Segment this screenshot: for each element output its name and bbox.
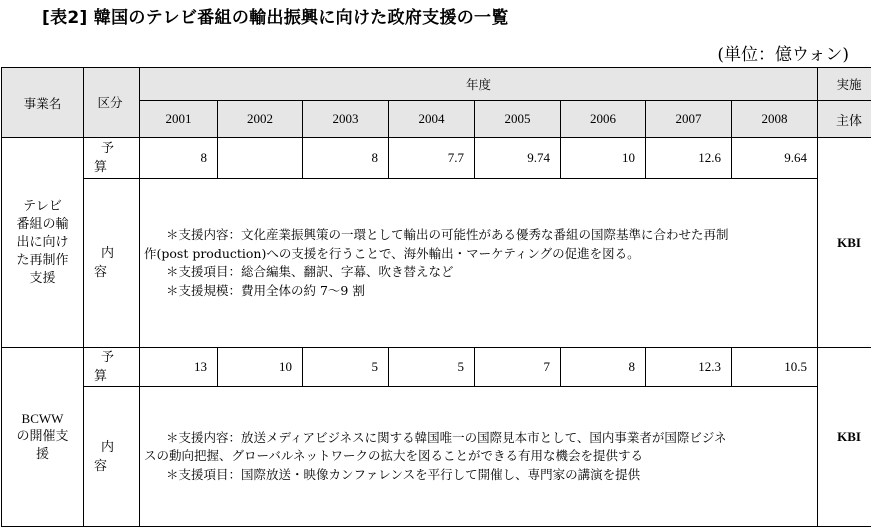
budget-label [84, 348, 140, 387]
detail-line: ＊支援内容：放送メディアビジネスに関する韓国唯一の国際見本市として、国内事業者が国際ビジネ [166, 429, 727, 445]
detail-label [84, 179, 140, 348]
budget-value: 8 [140, 138, 218, 179]
detail-content [140, 179, 818, 348]
detail-label-line: 容 [94, 265, 108, 280]
agency-cell: KBI [818, 348, 871, 527]
header-year-group: 年度 [140, 68, 818, 101]
budget-value: 7 [475, 348, 561, 387]
business-name-line: BCWW [21, 411, 64, 426]
detail-line: ＊支援規模：費用全体の約 7〜9 割 [166, 282, 365, 298]
detail-line: ＊支援項目：総合編集、翻訳、字幕、吹き替えなど [166, 264, 454, 279]
budget-value: 5 [389, 348, 475, 387]
budget-value: 5 [303, 348, 389, 387]
header-year-2002: 2002 [218, 101, 303, 138]
budget-value: 12.3 [646, 348, 732, 387]
header-year-2008: 2008 [732, 101, 818, 138]
budget-label-line: 予 [101, 350, 115, 365]
detail-label-line: 内 [101, 439, 115, 455]
detail-label [84, 387, 140, 527]
budget-value: 13 [140, 348, 218, 387]
detail-line: 作(post production)への支援を行うことで、海外輸出・マーケティングの促進を図る。 [144, 245, 640, 261]
table-row [2, 387, 871, 527]
business-name-line: テレビ [23, 198, 62, 214]
budget-label [84, 138, 140, 179]
budget-value: 8 [561, 348, 646, 387]
table-title: [表2] 韓国のテレビ番組の輸出振興に向けた政府支援の一覧 [42, 8, 509, 28]
unit-label: (単位：億ウォン) [717, 45, 849, 65]
support-table [1, 67, 871, 527]
agency-cell: KBI [818, 138, 871, 348]
detail-line: ＊支援内容：文化産業振興策の一環として輸出の可能性がある優秀な番組の国際基準に合わせた再制 [166, 227, 729, 242]
table-row [2, 179, 871, 348]
detail-content [140, 387, 818, 527]
budget-label-line: 算 [94, 369, 108, 384]
detail-line: ＊支援項目：国際放送・映像カンファレンスを平行して開催し、専門家の講演を提供 [166, 466, 641, 482]
header-year-2007: 2007 [646, 101, 732, 138]
header-year-2003: 2003 [303, 101, 389, 138]
header-business-name: 事業名 [2, 68, 84, 138]
header-year-2005: 2005 [475, 101, 561, 138]
budget-value: 10.5 [732, 348, 818, 387]
header-agency-bottom: 主体 [818, 101, 871, 138]
budget-value: 7.7 [389, 138, 475, 179]
header-agency-top: 実施 [818, 68, 871, 101]
business-name-line: 支援 [29, 270, 56, 286]
table-row [2, 348, 871, 387]
header-year-2004: 2004 [389, 101, 475, 138]
header-year-2006: 2006 [561, 101, 646, 138]
business-name-line: 出に向け [16, 234, 69, 250]
detail-label-line: 内 [101, 246, 115, 261]
header-year-2001: 2001 [140, 101, 218, 138]
detail-label-line: 容 [94, 458, 108, 474]
header-row-top [2, 68, 871, 101]
business-name-line: た再制作 [16, 252, 69, 268]
budget-value: 10 [218, 348, 303, 387]
header-category [84, 68, 140, 138]
detail-line: スの動向把握、グローバルネットワークの拡大を図ることができる有用な機会を提供する [144, 448, 644, 464]
header-category-text: 区分 [97, 94, 123, 110]
budget-value [218, 138, 303, 179]
table-row [2, 138, 871, 179]
business-name-line: の開催支 [16, 429, 69, 444]
budget-label-line: 予 [101, 141, 115, 156]
budget-value: 8 [303, 138, 389, 179]
business-name-cell [2, 348, 84, 527]
budget-value: 10 [561, 138, 646, 179]
business-name-line: 番組の輸 [16, 216, 69, 232]
business-name-line: 援 [35, 447, 49, 462]
business-name-cell [2, 138, 84, 348]
budget-value: 9.74 [475, 138, 561, 179]
budget-label-line: 算 [94, 160, 108, 175]
budget-value: 12.6 [646, 138, 732, 179]
budget-value: 9.64 [732, 138, 818, 179]
